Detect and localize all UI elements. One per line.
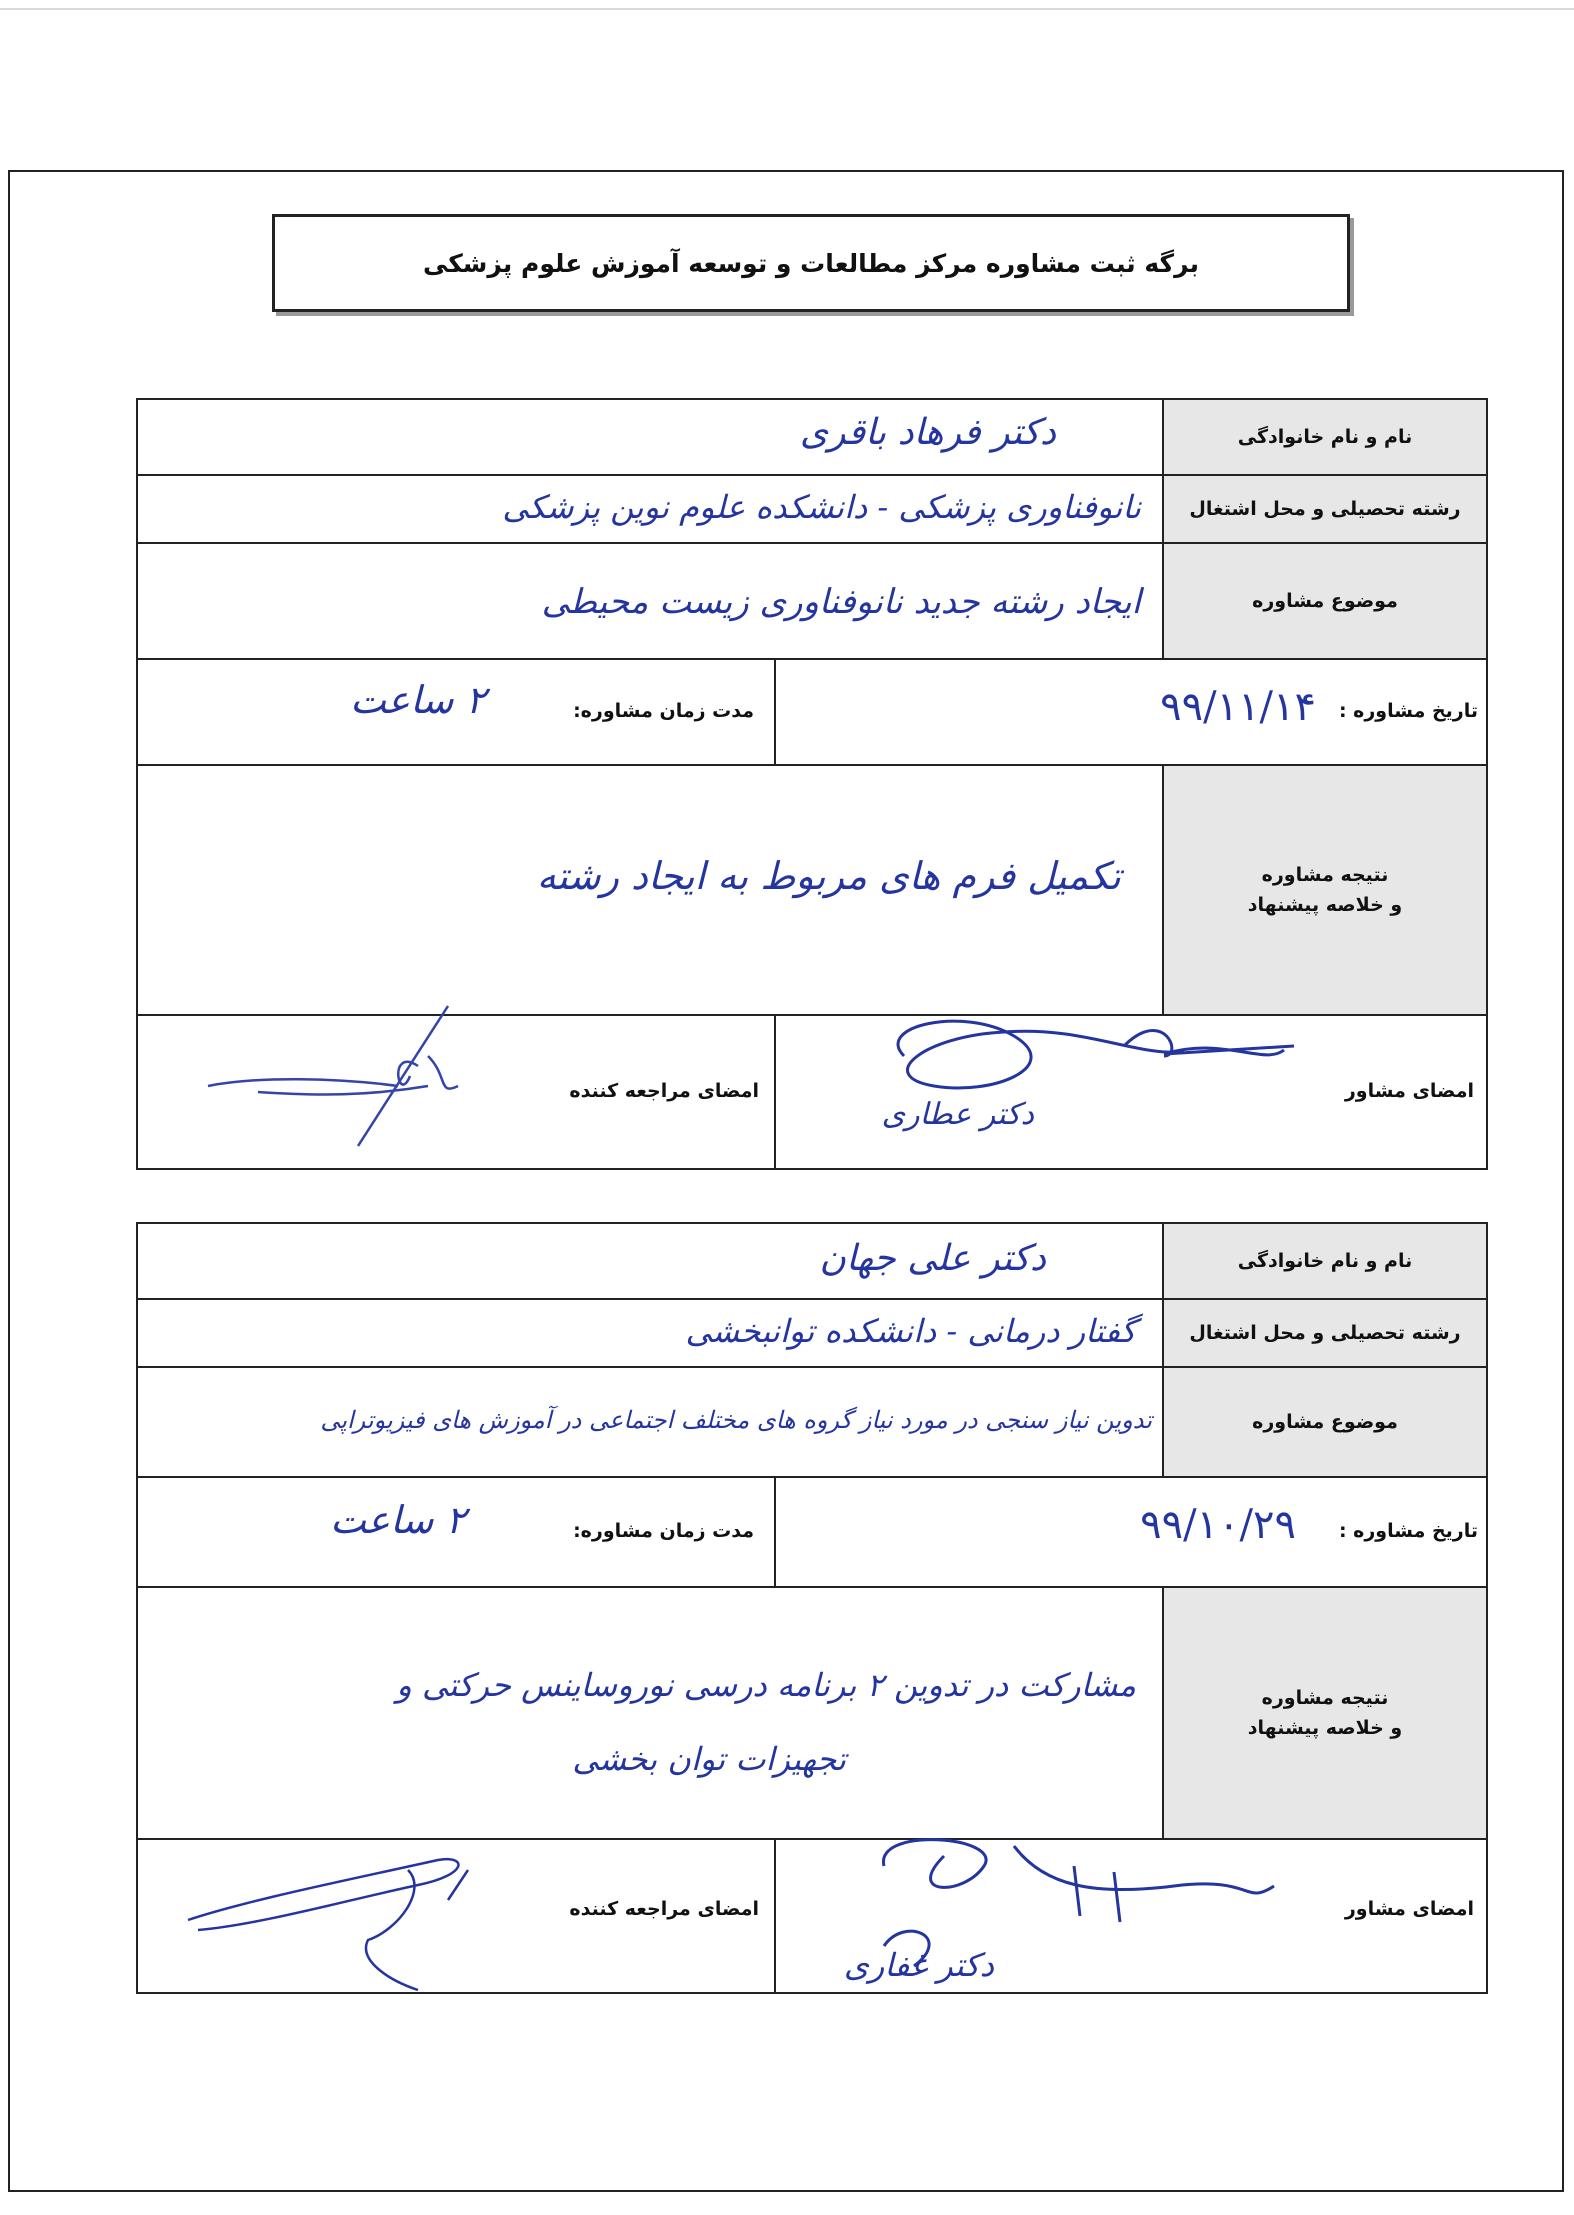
consultant-signature-text: دکتر عطاری [881,1097,1034,1132]
label-date: تاریخ مشاوره : [1338,1520,1478,1542]
label-result-line1: نتیجه مشاوره [1261,1687,1389,1709]
row-signatures [138,1840,1486,1992]
value-date: ۹۹/۱۰/۲۹ [1140,1502,1296,1548]
row-result [138,1588,1486,1840]
value-result-line1: تکمیل فرم های مربوط به ایجاد رشته [536,854,1121,898]
row-date-duration [138,660,1486,766]
value-name: دکتر فرهاد باقری [799,412,1056,453]
row-field [138,1300,1486,1368]
consultation-record-1 [136,398,1488,1170]
label-result-line2: و خلاصه پیشنهاد [1247,894,1403,916]
label-topic: موضوع مشاوره [1252,590,1398,612]
value-duration: ۲ ساعت [350,678,486,722]
consultant-signature-image [844,1826,1284,1996]
client-signature-image [198,996,518,1166]
row-result [138,766,1486,1016]
value-topic: تدوین نیاز سنجی در مورد نیاز گروه های مختلف اجتماعی در آموزش های فیزیوتراپی [320,1406,1152,1434]
value-topic: ایجاد رشته جدید نانوفناوری زیست محیطی [541,582,1141,622]
value-duration: ۲ ساعت [330,1498,466,1542]
label-consultant-signature: امضای مشاور [1344,1080,1474,1102]
row-name [138,1224,1486,1300]
label-name: نام و نام خانوادگی [1237,1250,1413,1272]
label-name: نام و نام خانوادگی [1237,426,1413,448]
label-result-line1: نتیجه مشاوره [1261,864,1389,886]
label-result-line2: و خلاصه پیشنهاد [1247,1717,1403,1739]
consultation-record-2 [136,1222,1488,1994]
value-result-line2: تجهیزات توان بخشی [572,1740,846,1778]
value-date: ۹۹/۱۱/۱۴ [1160,684,1316,730]
form-title: برگه ثبت مشاوره مرکز مطالعات و توسعه آموزش علوم پزشکی [422,248,1200,278]
row-signatures [138,1016,1486,1168]
label-topic: موضوع مشاوره [1252,1411,1398,1433]
consultant-signature-image [864,996,1304,1146]
label-duration: مدت زمان مشاوره: [573,700,754,722]
label-date: تاریخ مشاوره : [1338,700,1478,722]
value-field: نانوفناوری پزشکی - دانشکده علوم نوین پزشکی [502,488,1141,526]
label-client-signature: امضای مراجعه کننده [569,1080,759,1102]
label-field: رشته تحصیلی و محل اشتغال [1189,1322,1461,1344]
label-client-signature: امضای مراجعه کننده [569,1898,759,1920]
value-name: دکتر علی جهان [819,1238,1046,1279]
consultant-signature-text: دکتر غفاری [844,1946,994,1984]
label-consultant-signature: امضای مشاور [1344,1898,1474,1920]
value-field: گفتار درمانی - دانشکده توانبخشی [685,1312,1136,1350]
label-field: رشته تحصیلی و محل اشتغال [1189,498,1461,520]
row-topic [138,1368,1486,1478]
row-date-duration [138,1478,1486,1588]
form-title-box [272,214,1350,312]
row-field [138,476,1486,544]
row-name [138,400,1486,476]
client-signature-image [168,1830,488,2000]
row-topic [138,544,1486,660]
label-duration: مدت زمان مشاوره: [573,1520,754,1542]
value-result-line1: مشارکت در تدوین ۲ برنامه درسی نوروساینس حرکتی و [396,1666,1136,1704]
scan-top-edge [0,8,1574,10]
